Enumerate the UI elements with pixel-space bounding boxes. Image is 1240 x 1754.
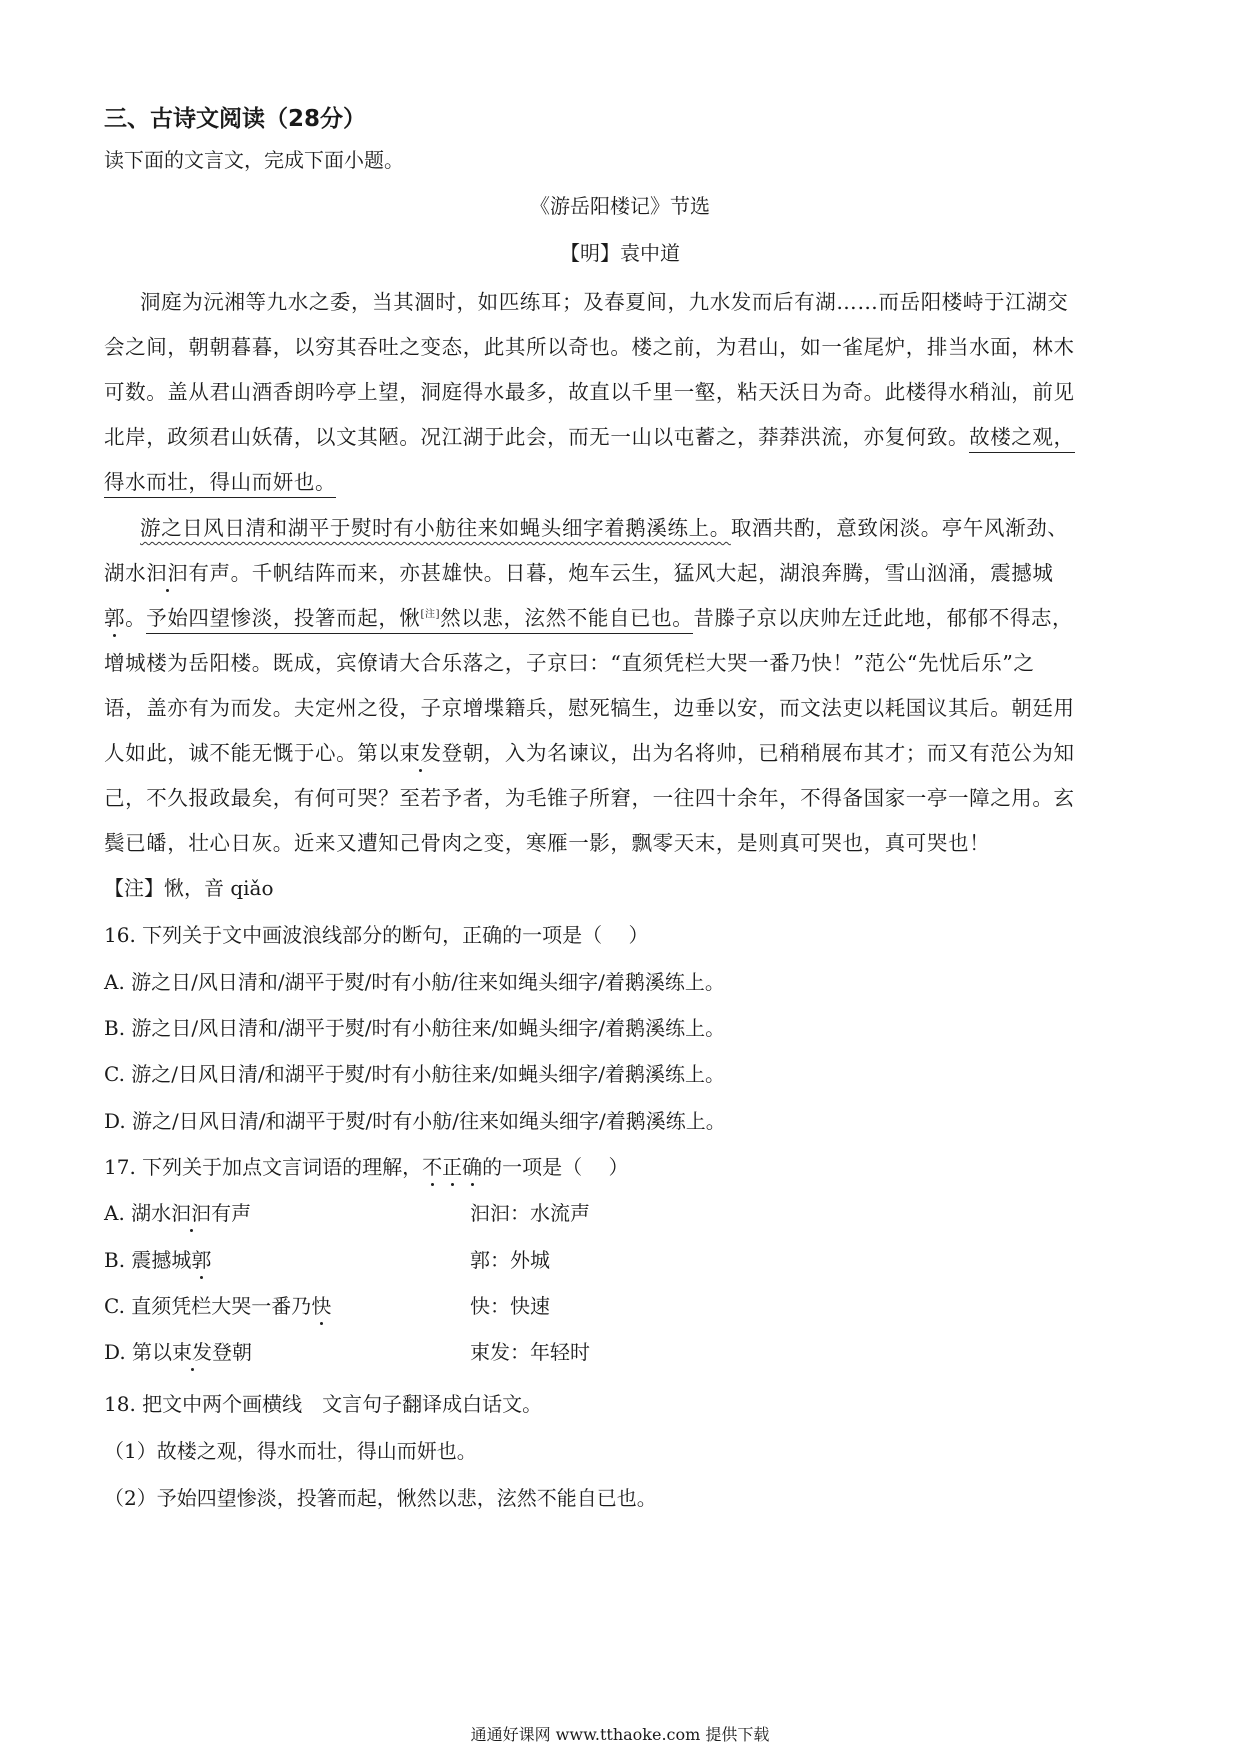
passage-text: 人如此，诚不能无慨于心。第以	[104, 741, 400, 765]
passage-line: 鬓已皤，壮心日灰。近来又遭知己骨肉之变，寒雁一影，飘零天末，是则真可哭也，真可哭也！	[104, 831, 991, 855]
passage-text: 昔滕子京以庆帅左迁此地，郁郁不得志，	[693, 606, 1074, 630]
passage-line: 增城楼为岳阳楼。既成，宾僚请大合乐落之，子京曰：“直须凭栏大哭一番乃快！”范公“先忧后乐”之	[104, 651, 1035, 675]
passage-title: 《游岳阳楼记》节选	[530, 194, 710, 218]
wavy-underlined-sentence: 游之日风日清和湖平于熨时有小舫往来如蝇头细字着鹅溪练上。	[140, 516, 731, 540]
question-17-meaning-c: 快：快速	[470, 1294, 550, 1318]
passage-line: 可数。盖从君山酒香朗吟亭上望，洞庭得水最多，故直以千里一壑，粘天沃日为奇。此楼得水稍汕，前见	[104, 380, 1075, 404]
passage-line	[140, 511, 1068, 541]
question-17-option-b[interactable]: B. 震撼城郭	[104, 1248, 212, 1272]
passage-line: 语，盖亦有为而发。夫定州之役，子京增堞籍兵，慰死犒生，边垂以安，而文法吏以耗国议其后。朝廷用	[104, 696, 1075, 720]
passage-line: 洞庭为沅湘等九水之委，当其涸时，如匹练耳；及春夏间，九水发而后有湖……而岳阳楼峙于江湖交	[140, 290, 1069, 314]
emphasis-char: 正	[442, 1155, 463, 1179]
question-17-stem: 17. 下列关于加点文言词语的理解，不正确的一项是（ ）	[104, 1155, 629, 1179]
footnote: 【注】愀，音 qiǎo	[104, 876, 274, 900]
question-18-sentence-2: （2）予始四望惨淡，投箸而起，愀然以悲，泫然不能自已也。	[104, 1486, 657, 1510]
dotted-word-guo: 郭	[104, 606, 126, 630]
dotted-word: 快	[311, 1294, 332, 1318]
question-16-option-a[interactable]: A. 游之日/风日清和/湖平于熨/时有小舫/往来如绳头细字/着鹅溪练上。	[104, 970, 725, 994]
passage-author: 【明】袁中道	[560, 241, 680, 265]
passage-text: 湖水	[104, 561, 147, 585]
passage-line	[104, 420, 1075, 450]
question-17-option-a[interactable]: A. 湖水汩汩有声	[104, 1201, 252, 1225]
question-17-meaning-b: 郭：外城	[470, 1248, 550, 1272]
footer-watermark: 通通好课网 www.tthaoke.com 提供下载	[470, 1725, 770, 1744]
question-16-option-d[interactable]: D. 游之/日风日清/和湖平于熨/时有小舫/往来如绳头细字/着鹅溪练上。	[104, 1109, 726, 1133]
passage-line: 会之间，朝朝暮暮，以穷其吞吐之变态，此其所以奇也。楼之前，为君山，如一雀尾炉，排当水面，林木	[104, 335, 1075, 359]
question-18-stem: 18. 把文中两个画横线 文言句子翻译成白话文。	[104, 1392, 543, 1416]
dotted-word: 束发	[172, 1340, 213, 1364]
passage-line	[104, 465, 336, 495]
question-16-option-b[interactable]: B. 游之日/风日清和/湖平于熨/时有小舫往来/如蝇头细字/着鹅溪练上。	[104, 1016, 726, 1040]
passage-text: 取酒共酌，意致闲淡。亭午风渐劲、	[730, 516, 1069, 540]
question-17-meaning-d: 束发：年轻时	[470, 1340, 590, 1364]
section-title: 三、古诗文阅读（28分）	[104, 106, 367, 132]
passage-line	[104, 601, 1073, 631]
question-16-stem: 16. 下列关于文中画波浪线部分的断句，正确的一项是（ ）	[104, 923, 649, 947]
dotted-word-shufa: 束发	[399, 741, 442, 765]
underlined-sentence-2: 予始四望惨淡，投箸而起，愀[注]然以悲，泫然不能自已也。	[146, 606, 693, 634]
underlined-sentence-1: 故楼之观，	[969, 425, 1075, 453]
passage-line	[104, 556, 1054, 586]
passage-text: 。	[125, 606, 147, 630]
question-17-meaning-a: 汩汩：水流声	[470, 1201, 590, 1225]
dotted-word-guguo: 汩汩	[146, 561, 189, 585]
question-17-option-c[interactable]: C. 直须凭栏大哭一番乃快	[104, 1294, 332, 1318]
question-17-option-d[interactable]: D. 第以束发登朝	[104, 1340, 253, 1364]
passage-text: 登朝，入为名谏议，出为名将帅，已稍稍展布其才；而又有范公为知	[441, 741, 1075, 765]
passage-line	[104, 736, 1075, 766]
emphasis-char: 确	[462, 1155, 483, 1179]
question-18-sentence-1: （1）故楼之观，得水而壮，得山而妍也。	[104, 1439, 477, 1463]
emphasis-char: 不	[422, 1155, 443, 1179]
passage-text: 北岸，政须君山妖蒨，以文其陋。况江湖于此会，而无一山以屯蓄之，莽莽洪流，亦复何致。	[104, 425, 970, 449]
passage-line: 己，不久报政最矣，有何可哭？至若予者，为毛锥子所窘，一往四十余年，不得备国家一亭一障之用。玄	[104, 786, 1075, 810]
passage-text: 有声。千帆结阵而来，亦甚雄快。日暮，炮车云生，猛风大起，湖浪奔腾，雪山汹涌，震撼城	[188, 561, 1054, 585]
dotted-word: 郭	[191, 1248, 212, 1272]
note-marker: [注]	[420, 609, 441, 621]
question-16-option-c[interactable]: C. 游之/日风日清/和湖平于熨/时有小舫往来/如蝇头细字/着鹅溪练上。	[104, 1062, 725, 1086]
underlined-sentence-1-cont: 得水而壮，得山而妍也。	[104, 470, 336, 498]
dotted-word: 汩汩	[171, 1201, 212, 1225]
instruction: 读下面的文言文，完成下面小题。	[104, 148, 404, 172]
